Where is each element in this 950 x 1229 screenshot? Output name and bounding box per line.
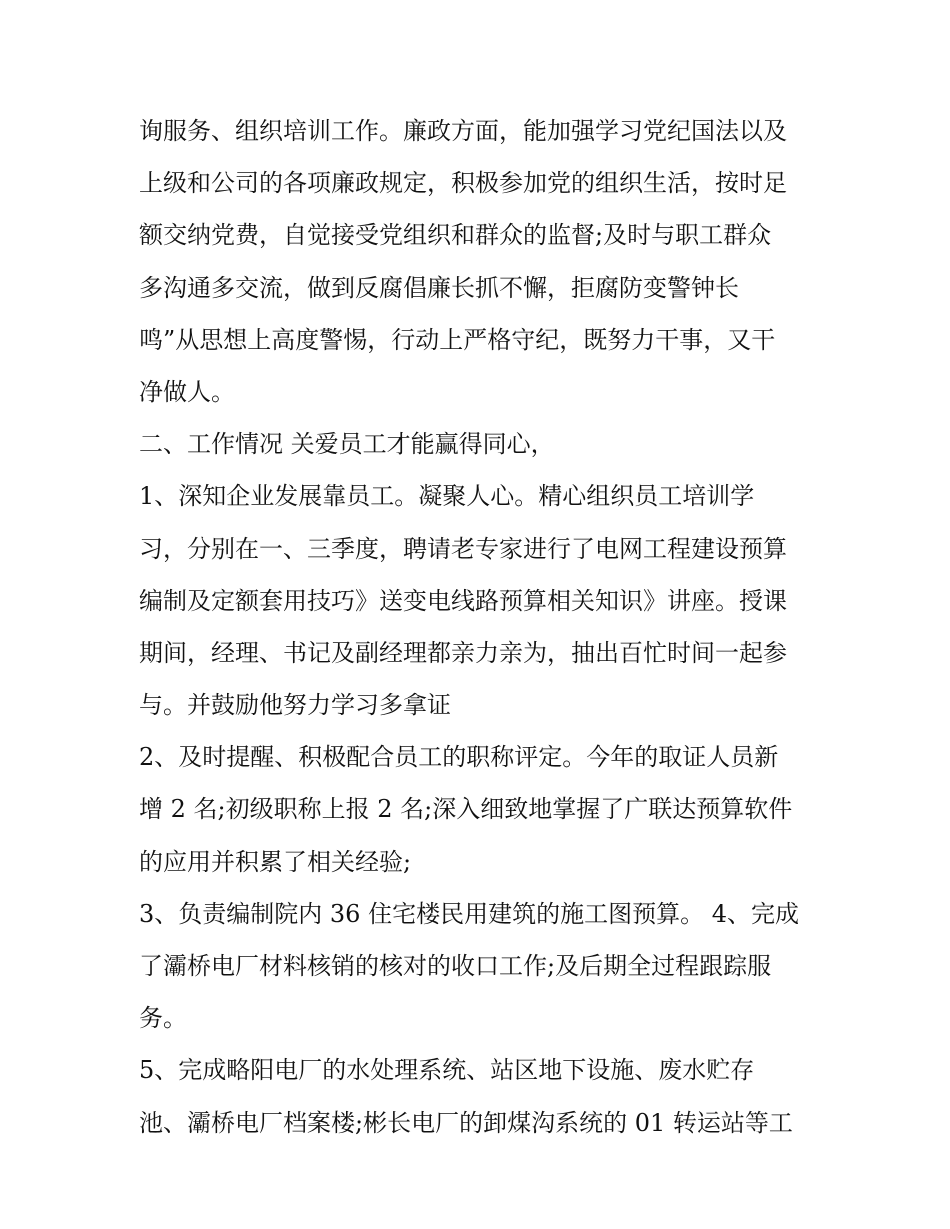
text-line: 多沟通多交流，做到反腐倡廉长抓不懈，拒腐防变警钟长 [139,273,739,302]
text-line: 增 2 名;初级职称上报 2 名;深入细致地掌握了广联达预算软件 [139,795,793,824]
text-line: 1、深知企业发展靠员工。凝聚人心。精心组织员工培训学 [139,482,755,511]
text-line: 额交纳党费，自觉接受党组织和群众的监督;及时与职工群众 [139,221,772,250]
document-body [139,105,829,1149]
section-heading: 二、工作情况 关爱员工才能赢得同心， [139,430,555,459]
text-line: 询服务、组织培训工作。廉政方面，能加强学习党纪国法以及 [139,117,787,145]
text-line: 务。 [139,1004,187,1033]
text-line: 3、负责编制院内 36 住宅楼民用建筑的施工图预算。 4、完成 [139,899,799,928]
text-line: 5、完成略阳电厂的水处理系统、站区地下设施、废水贮存 [139,1056,755,1085]
text-line: 期间，经理、书记及副经理都亲力亲为，抽出百忙时间一起参 [139,638,787,667]
text-line: 编制及定额套用技巧》送变电线路预算相关知识》讲座。授课 [139,586,787,615]
text-line: 池、灞桥电厂档案楼;彬长电厂的卸煤沟系统的 01 转运站等工 [139,1108,793,1137]
text-line: 鸣”从思想上高度警惕，行动上严格守纪，既努力干事，又干 [139,325,776,354]
text-line: 与。并鼓励他努力学习多拿证 [139,691,451,720]
text-line: 了灞桥电厂材料核销的核对的收口工作;及后期全过程跟踪服 [139,952,772,980]
text-line: 净做人。 [139,377,235,406]
text-line: 上级和公司的各项廉政规定，积极参加党的组织生活，按时足 [139,169,787,198]
text-line: 的应用并积累了相关经验; [139,847,412,876]
text-line: 习，分别在一、三季度，聘请老专家进行了电网工程建设预算 [139,534,787,563]
text-line: 2、及时提醒、积极配合员工的职称评定。今年的取证人员新 [139,743,779,772]
